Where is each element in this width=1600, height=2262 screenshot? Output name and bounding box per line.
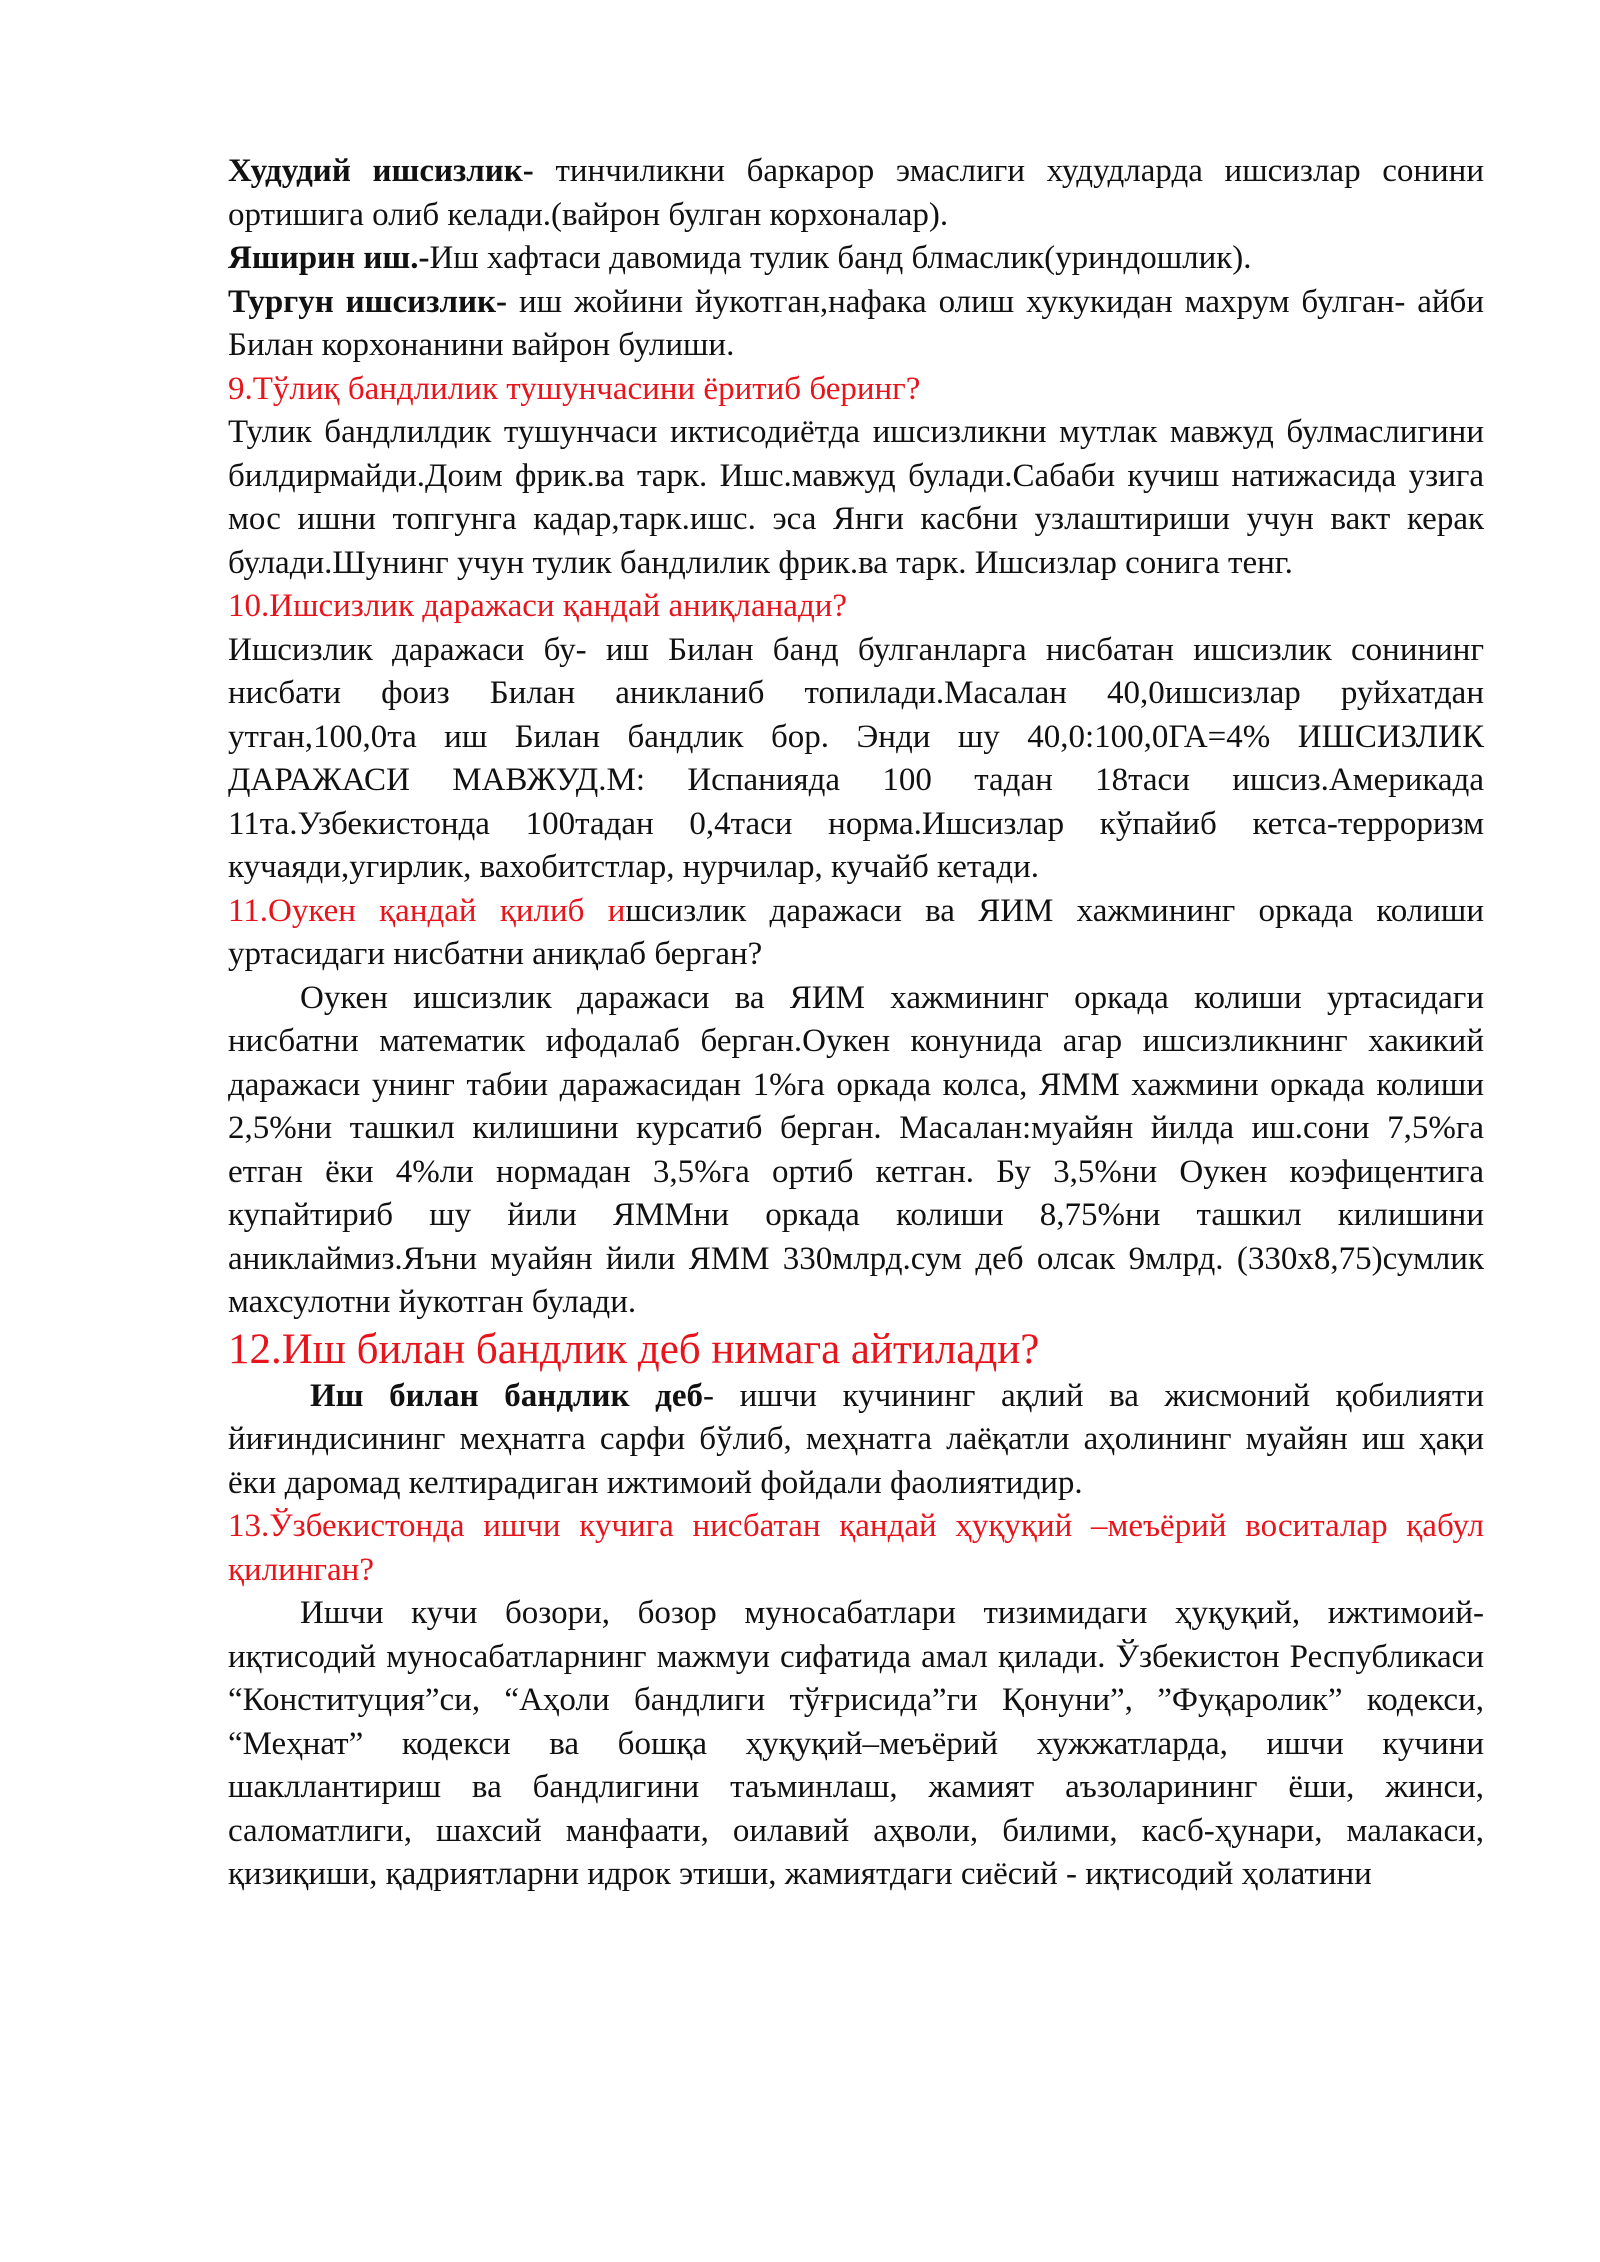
question-9: 9.Тўлиқ бандлилик тушунчасини ёритиб беринг?: [228, 370, 921, 407]
answer-11: Оукен ишсизлик даражаси ва ЯИМ хажмининг оркада колиши уртасидаги нисбатни математик ифодалаб берган.Оукен конунида агар ишсизликнинг хакикий даражаси унинг табии даражасидан 1%га оркада колса, ЯММ хажмини оркада колиши 2,5%ни ташкил килишини курсатиб берган. Масалан:муайян йилда иш.сони 7,5%га етган ёки 4%ли нормадан 3,5%га ортиб кетган. Бу 3,5%ни Оукен коэфицентига купайтириб шу йили ЯММни оркада колиши 8,75%ни ташкил килишини аниклаймиз.Яъни муайян йили ЯММ 330млрд.сум деб олсак 9млрд. (330х8,75)сумлик махсулотни йукотган булади.: [228, 979, 1484, 1320]
definition-stagnant-unemployment: иш жойини йукотган,нафака олиш хукукидан махрум булган- айби Билан корхонанини вайрон булиши.: [228, 283, 1485, 363]
question-13: 13.Ўзбекистонда ишчи кучига нисбатан қандай ҳуқуқий –меъёрий воситалар қабул қилинган?: [228, 1508, 1484, 1588]
paragraph-hidden-unemployment: [228, 237, 1484, 281]
question-12: 12.Иш билан бандлик деб нимага айтилади?: [228, 1325, 1040, 1373]
term-hidden-unemployment: Яширин иш.-: [228, 240, 430, 276]
term-regional-unemployment: Худудий ишсизлик-: [228, 153, 534, 189]
question-11-rest: шсизлик даражаси ва ЯИМ хажмининг оркада колиши уртасидаги нисбатни аниқлаб берган?: [228, 892, 1484, 972]
question-10: 10.Ишсизлик даражаси қандай аниқланади?: [228, 588, 848, 624]
term-stagnant-unemployment: Тургун ишсизлик-: [228, 283, 507, 320]
term-employment: Иш билан бандлик деб: [310, 1377, 704, 1414]
answer-12: [228, 1375, 1484, 1506]
answer-10: Ишсизлик даражаси бу- иш Билан банд булганларга нисбатан ишсизлик сонининг нисбати фоиз Билан аникланиб топилади.Масалан 40,0ишсизлар руйхатдан утган,100,0та иш Билан бандлик бор. Энди шу 40,0:100,0ГА=4% ИШСИЗЛИК ДАРАЖАСИ МАВЖУД.М: Испанияда 100 тадан 18таси ишсиз.Америкада 11та.Узбекистонда 100тадан 0,4таси норма.Ишсизлар кўпайиб кетса-терроризм кучаяди,угирлик, вахобитстлар, нурчилар, кучайб кетади.: [228, 631, 1484, 885]
answer-13: Ишчи кучи бозори, бозор муносабатлари тизимидаги ҳуқуқий, ижтимоий-иқтисодий муносабатларнинг мажмуи сифатида амал қилади. Ўзбекистон Республикаси “Конституция”си, “Аҳоли бандлиги тўғрисида”ги Қонуни”, ”Фуқаролик” кодекси, “Меҳнат” кодекси ва бошқа ҳуқуқий–меъёрий хужжатларда, ишчи кучини шакллантириш ва бандлигини таъминлаш, жамият аъзоларининг ёши, жинси, саломатлиги, шахсий манфаати, оилавий аҳволи, билими, касб-ҳунари, малакаси, қизиқиши, қадриятларни идрок этиши, жамиятдаги сиёсий - иқтисодий ҳолатини: [228, 1595, 1484, 1892]
definition-hidden-unemployment: Иш хафтаси давомида тулик банд блмаслик(уриндошлик).: [429, 240, 1252, 276]
definition-employment: - ишчи кучининг ақлий ва жисмоний қобилияти йиғиндисининг меҳнатга сарфи бўлиб, меҳнатга лаёқатли аҳолининг муайян иш ҳақи ёки даромад келтирадиган ижтимоий фойдали фаолиятидир.: [228, 1377, 1484, 1501]
definition-regional-unemployment: тинчиликни баркарор эмаслиги худудларда ишсизлар сонини ортишига олиб келади.(вайрон булган корхоналар).: [228, 153, 1484, 233]
question-11: [228, 890, 1484, 977]
paragraph-regional-unemployment: [228, 150, 1484, 237]
document-page: [228, 150, 1484, 1897]
paragraph-stagnant-unemployment: [228, 281, 1484, 368]
question-11-red-part: 11.Оукен қандай қилиб и: [228, 892, 626, 929]
answer-9: Тулик бандлилдик тушунчаси иктисодиётда ишсизликни мутлак мавжуд булмаслигини билдирмайди.Доим фрик.ва тарк. Ишс.мавжуд булади.Сабаби кучиш натижасида узига мос ишни топгунга кадар,тарк.ишс. эса Янги касбни узлаштириши учун вакт керак булади.Шунинг учун тулик бандлилик фрик.ва тарк. Ишсизлар сонига тенг.: [228, 414, 1484, 581]
